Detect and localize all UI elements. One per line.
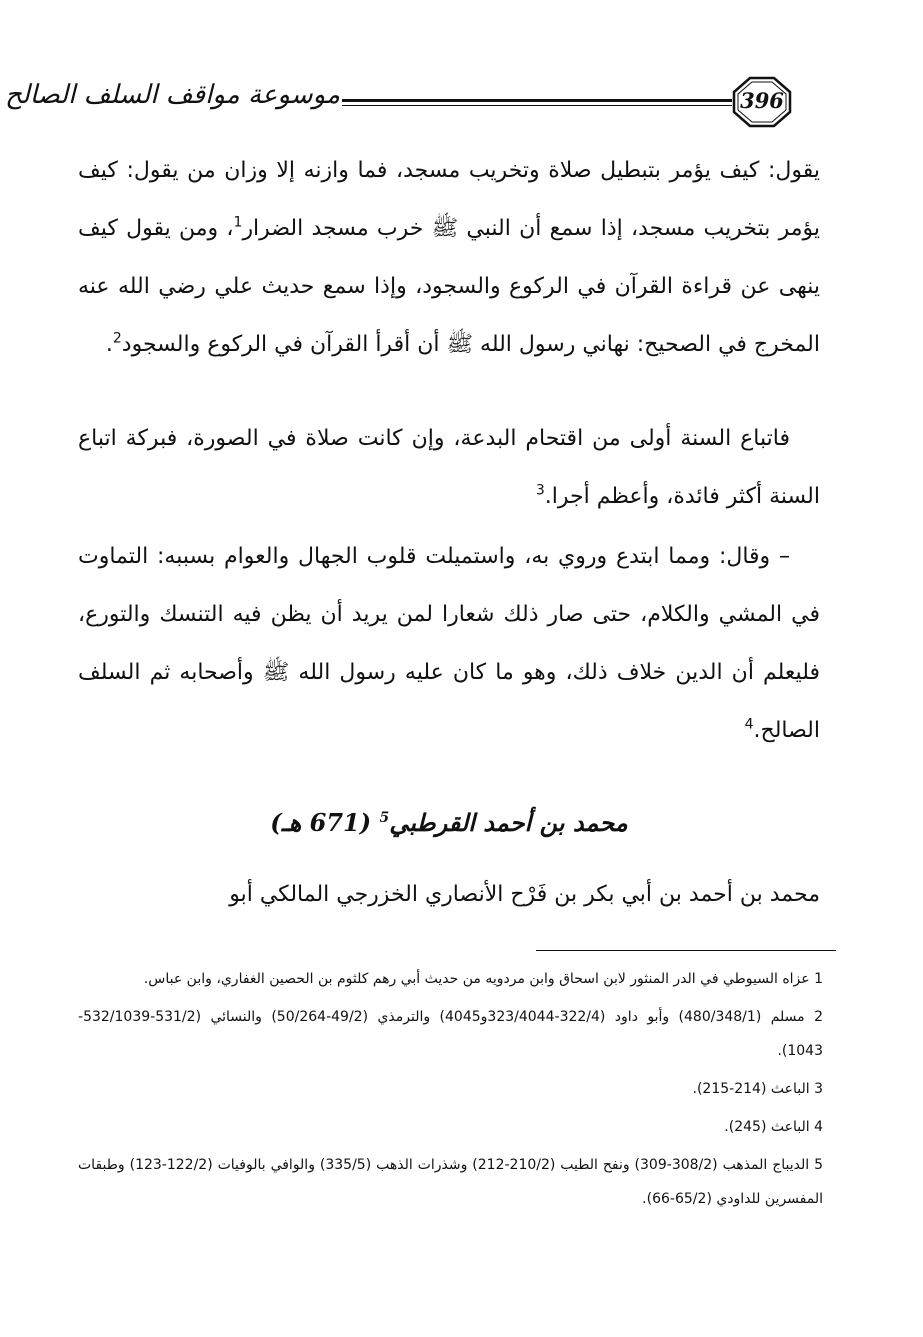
footnote-number: 1 — [814, 971, 823, 987]
footnote-text: الديباج المذهب (308/2-309) ونفح الطيب (210/2-212) وشذرات الذهب (335/5) والوافي بالوفيات (122/2-123) وطبقات المفسرين للداودي (65/2-66). — [78, 1157, 823, 1207]
footnote-text: مسلم (480/348/1) وأبو داود (322/4-323/4044و4045) والترمذي (49/2-50/264) والنسائي (531/2-532/1039-1043). — [78, 1009, 823, 1059]
paragraph-1-text-a: يقول: كيف يؤمر بتبطيل صلاة وتخريب مسجد، فما وازنه إلا وزان من يقول: كيف يؤمر بتخريب مسجد، إذا سمع أن النبي ﷺ خرب مسجد الضرار — [78, 158, 820, 241]
footnote-text: عزاه السيوطي في الدر المنثور لابن اسحاق وابن مردويه من حديث أبي رهم كلثوم بن الحصين الغفاري، وابن عباس. — [143, 971, 810, 987]
paragraph-1-text-b: ، ومن يقول كيف ينهى عن قراءة القرآن في الركوع والسجود، وإذا سمع حديث علي رضي الله عنه المخرج في الصحيح: نهاني رسول الله ﷺ أن أقرأ القرآن في الركوع والسجود — [78, 216, 820, 357]
footnote-number: 4 — [814, 1119, 823, 1135]
paragraph-3 — [78, 528, 820, 760]
header-rule-thick — [342, 99, 732, 102]
footnote-text: الباعث (245). — [724, 1119, 810, 1135]
footnote-ref-3[interactable]: 3 — [535, 482, 545, 499]
section-heading — [78, 808, 820, 837]
footnote-3 — [78, 1072, 823, 1106]
footnote-1 — [78, 962, 823, 996]
page-number-badge — [730, 74, 794, 130]
paragraph-2-text: فاتباع السنة أولى من اقتحام البدعة، وإن كانت صلاة في الصورة، فبركة اتباع السنة أكثر فائدة، وأعظم أجرا. — [78, 426, 820, 509]
footnote-ref-2[interactable]: 2 — [112, 330, 122, 347]
footnote-text: الباعث (214-215). — [692, 1081, 810, 1097]
footnote-4 — [78, 1110, 823, 1144]
footnote-number: 2 — [814, 1009, 823, 1025]
paragraph-3-text: – وقال: ومما ابتدع وروي به، واستميلت قلوب الجهال والعوام بسببه: التماوت في المشي والكلام، حتى صار ذلك شعارا لمن يريد أن يظن فيه التنسك والتورع، فليعلم أن الدين خلاف ذلك، وهو ما كان عليه رسول الله ﷺ وأصحابه ثم السلف الصالح. — [78, 544, 820, 743]
footnote-2 — [78, 1000, 823, 1068]
page-header — [5, 74, 840, 130]
paragraph-1-text-c: . — [105, 332, 113, 357]
footnote-5 — [78, 1148, 823, 1216]
paragraph-2 — [78, 410, 820, 526]
footnote-ref-5[interactable]: 5 — [379, 810, 390, 826]
header-rule-thin — [342, 105, 732, 106]
footnote-ref-1[interactable]: 1 — [233, 214, 243, 231]
running-title: موسوعة مواقف السلف الصالح — [5, 80, 340, 110]
section-heading-name: محمد بن أحمد القرطبي — [389, 808, 628, 837]
footnote-ref-4[interactable]: 4 — [744, 716, 754, 733]
footnote-number: 5 — [814, 1157, 824, 1173]
section-heading-date: (671 هـ) — [270, 808, 372, 837]
footnotes — [78, 962, 823, 1220]
page-number: 396 — [740, 88, 784, 113]
bio-line: محمد بن أحمد بن أبي بكر بن فَرْح الأنصاري الخزرجي المالكي أبو — [229, 882, 820, 907]
paragraph-1 — [78, 142, 820, 374]
footnote-divider — [536, 950, 836, 951]
footnote-number: 3 — [814, 1081, 823, 1097]
